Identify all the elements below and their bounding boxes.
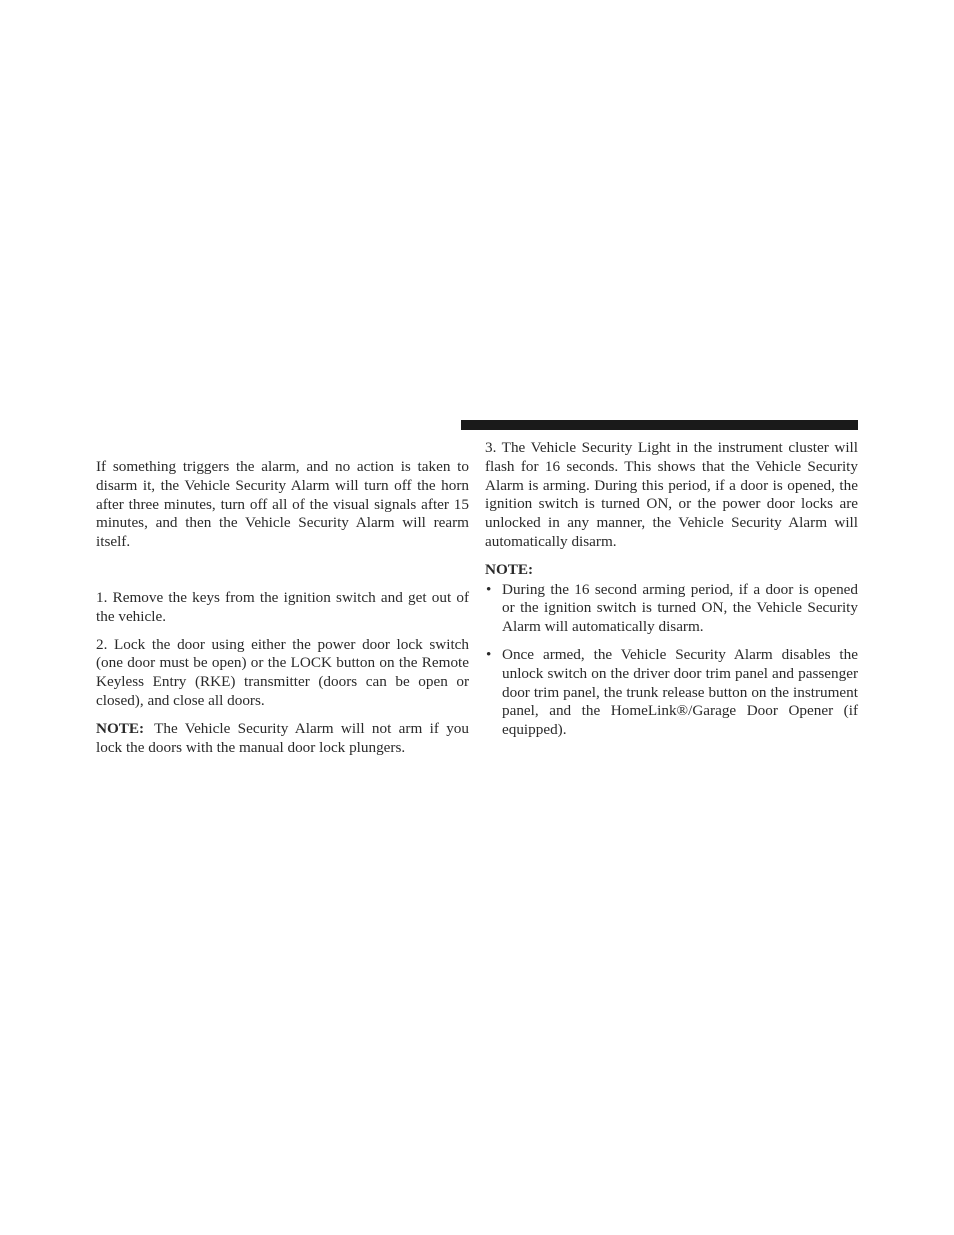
bullet-icon: • xyxy=(486,580,492,598)
list-item xyxy=(485,581,858,637)
subheading-gap xyxy=(96,561,469,589)
left-column xyxy=(96,458,469,766)
bullet-icon: • xyxy=(486,645,492,663)
bullet-text: During the 16 second arming period, if a door is opened or the ignition switch is turned ON, the Vehicle Security Alarm will automatically disarm. xyxy=(502,580,858,636)
alarm-rearm-paragraph: If something triggers the alarm, and no action is taken to disarm it, the Vehicle Security Alarm will turn off the horn after three minutes, turn off all of the visual signals after 15 minutes, and then the Vehicle Security Alarm will rearm itself. xyxy=(96,458,469,551)
note-label: NOTE: xyxy=(96,719,145,737)
bullet-text: Once armed, the Vehicle Security Alarm disables the unlock switch on the driver door trim panel and passenger door trim panel, the trunk release button on the instrument panel, and the HomeLink®/Garage Door Opener (if equipped). xyxy=(502,645,858,739)
note-heading: NOTE: xyxy=(485,560,534,578)
right-column xyxy=(485,439,858,749)
arming-step-3: 3. The Vehicle Security Light in the instrument cluster will flash for 16 seconds. This shows that the Vehicle Security Alarm is arming. During this period, if a door is opened, the ignition switch is turned ON, or the power door locks are unlocked in any manner, the Vehicle Security Alarm will automatically disarm. xyxy=(485,439,858,550)
list-item xyxy=(485,646,858,740)
note-text: The Vehicle Security Alarm will not arm if you lock the doors with the manual door lock plungers. xyxy=(96,719,469,756)
section-header-rule xyxy=(461,420,858,430)
manual-lock-note xyxy=(96,720,469,758)
note-bullet-list xyxy=(485,581,858,740)
arming-step-1: 1. Remove the keys from the ignition switch and get out of the vehicle. xyxy=(96,588,469,625)
arming-step-2: 2. Lock the door using either the power door lock switch (one door must be open) or the LOCK button on the Remote Keyless Entry (RKE) transmitter (doors can be open or closed), and close all doors. xyxy=(96,635,469,709)
